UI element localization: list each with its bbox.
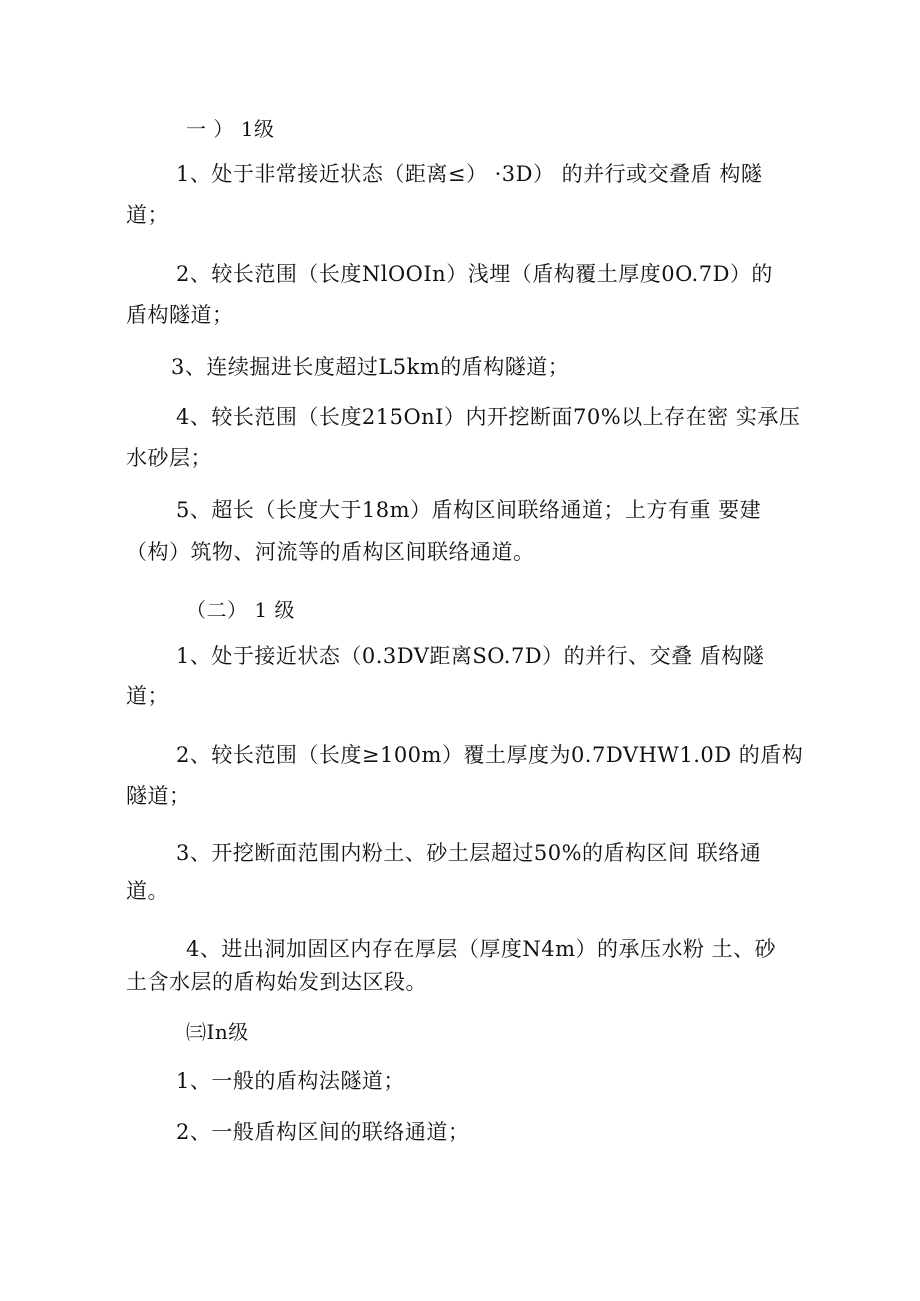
paragraph-2-3-line-1: 3、开挖断面范围内粉土、砂土层超过50%的盾构区间 联络通 <box>176 841 762 865</box>
paragraph-2-2-line-1: 2、较长范围（长度≥100m）覆土厚度为0.7DVHW1.0D 的盾构 <box>176 743 804 767</box>
paragraph-1-5-line-1: 5、超长（长度大于18m）盾构区间联络通道；上方有重 要建 <box>176 498 762 522</box>
paragraph-2-2-line-2: 隧道； <box>126 784 191 808</box>
section-heading-2: （二） 1 级 <box>186 598 295 622</box>
paragraph-2-1-line-1: 1、处于接近状态（0.3DV距离SO.7D）的并行、交叠 盾构隧 <box>176 644 765 668</box>
paragraph-1-2-line-2: 盾构隧道； <box>126 303 234 327</box>
paragraph-3-2-line-1: 2、一般盾构区间的联络通道； <box>176 1120 470 1144</box>
paragraph-1-4-line-2: 水砂层； <box>126 446 212 470</box>
paragraph-1-4-line-1: 4、较长范围（长度215OnI）内开挖断面70%以上存在密 实承压 <box>176 405 801 429</box>
paragraph-2-4-line-2: 土含水层的盾构始发到达区段。 <box>126 970 427 994</box>
paragraph-1-1-line-2: 道； <box>126 203 169 227</box>
paragraph-2-3-line-2: 道。 <box>126 879 169 903</box>
paragraph-1-5-line-2: （构）筑物、河流等的盾构区间联络通道。 <box>126 540 535 564</box>
section-heading-1: 一 ） 1级 <box>186 117 275 141</box>
section-heading-3: ㈢In级 <box>186 1020 249 1044</box>
paragraph-2-4-line-1: 4、进出洞加固区内存在厚层（厚度N4m）的承压水粉 土、砂 <box>186 937 777 961</box>
paragraph-2-1-line-2: 道； <box>126 684 169 708</box>
paragraph-1-1-line-1: 1、处于非常接近状态（距离≤） ·3D） 的并行或交叠盾 构隧 <box>176 162 763 186</box>
paragraph-3-1-line-1: 1、一般的盾构法隧道； <box>176 1069 405 1093</box>
paragraph-1-2-line-1: 2、较长范围（长度NlOOIn）浅埋（盾构覆土厚度0O.7D）的 <box>176 262 773 286</box>
paragraph-1-3-line-1: 3、连续掘进长度超过L5km的盾构隧道； <box>171 355 570 379</box>
